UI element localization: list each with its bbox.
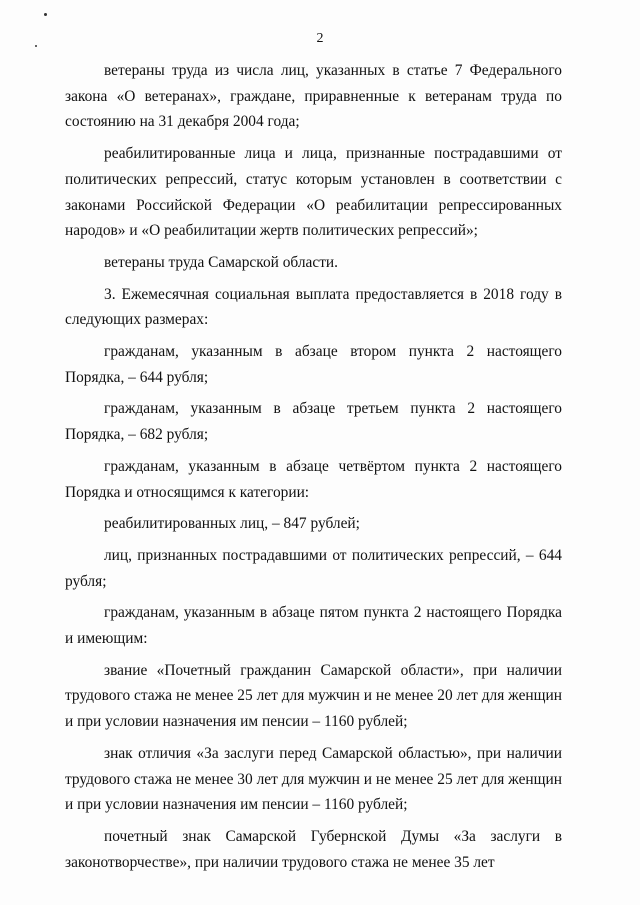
paragraph-rehabilitated-amount: реабилитированных лиц, – 847 рублей; bbox=[104, 515, 360, 533]
page-number: 2 bbox=[316, 31, 324, 46]
paragraph-fourth-abzac: гражданам, указанным в абзаце четвёртом пункта 2 настоящего Порядка и относящимся к категории: bbox=[65, 457, 562, 501]
paragraph-samara-labor-veterans: ветераны труда Самарской области. bbox=[104, 253, 339, 271]
paragraph-fifth-abzac: гражданам, указанным в абзаце пятом пункта 2 настоящего Порядка и имеющим: bbox=[65, 604, 562, 648]
document-body bbox=[65, 58, 562, 875]
paragraph-item-3: 3. Ежемесячная социальная выплата предоставляется в 2018 году в следующих размерах: bbox=[65, 285, 562, 329]
paragraph-rehabilitated-persons: реабилитированные лица и лица, признанные пострадавшими от политических репрессий, статус которым установлен в соответствии с законами Российской Федерации «О реабилитации репрессированных народов» и «О реабилитации жертв политических репрессий»; bbox=[65, 145, 562, 240]
paragraph-duma-badge: почетный знак Самарской Губернской Думы «За заслуги в законотворчестве», при наличии трудового стажа не менее 35 лет bbox=[65, 827, 562, 871]
paragraph-merit-badge: знак отличия «За заслуги перед Самарской областью», при наличии трудового стажа не менее 30 лет для мужчин и не менее 25 лет для женщин и при условии назначения им пенсии – 1160 рублей; bbox=[65, 744, 562, 814]
paragraph-second-abzac: гражданам, указанным в абзаце втором пункта 2 настоящего Порядка, – 644 рубля; bbox=[65, 343, 562, 386]
paragraph-veterans-of-labor: ветераны труда из числа лиц, указанных в статье 7 Федерального закона «О ветеранах», граждане, приравненные к ветеранам труда по состоянию на 31 декабря 2004 года; bbox=[65, 62, 562, 131]
paragraph-third-abzac: гражданам, указанным в абзаце третьем пункта 2 настоящего Порядка, – 682 рубля; bbox=[65, 400, 562, 444]
paragraph-repressed-amount: лиц, признанных пострадавшими от политических репрессий, – 644 рубля; bbox=[65, 546, 562, 590]
scan-speck bbox=[44, 13, 47, 16]
paragraph-honorary-citizen: звание «Почетный гражданин Самарской области», при наличии трудового стажа не менее 25 лет для мужчин и не менее 20 лет для женщин и при условии назначения им пенсии – 1160 рублей; bbox=[65, 661, 562, 731]
